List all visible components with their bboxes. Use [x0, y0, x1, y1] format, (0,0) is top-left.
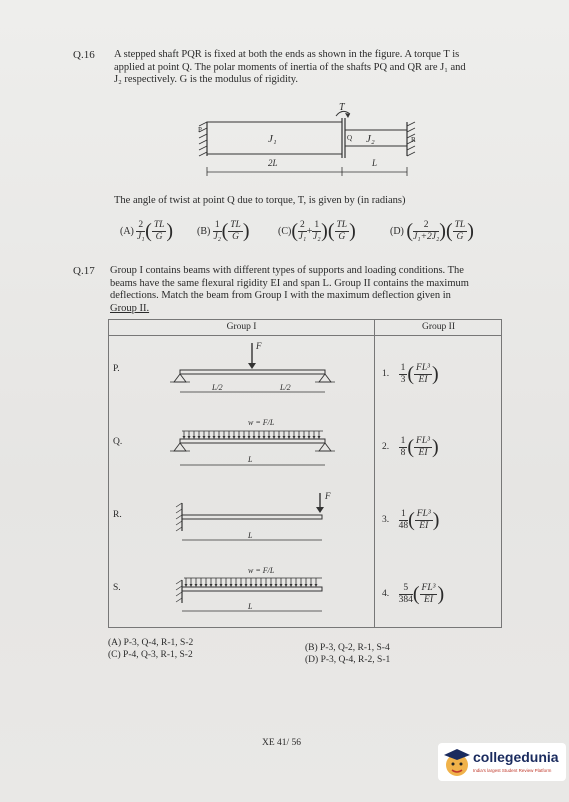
group-ii-header: Group II: [374, 320, 502, 336]
logo-tagline: India's largest Student Review Platform: [473, 768, 552, 773]
row-s-label: S.: [113, 583, 121, 593]
q16-prompt: The angle of twist at point Q due to torque, T, is given by (in radians): [114, 195, 406, 206]
deflection-number: 3.: [382, 515, 390, 525]
frac-den: 3: [400, 374, 406, 385]
deflection-number: 4.: [382, 589, 390, 599]
j2-label: J₂: [366, 133, 375, 145]
paren: ): [467, 220, 474, 242]
point-p-label: P: [198, 126, 202, 134]
paren: ): [349, 220, 356, 242]
frac-den: J₁: [298, 231, 307, 242]
frac-den: EI: [418, 374, 428, 385]
q17-line2: beams have the same flexural rigidity EI and span L. Group II contains the maximum: [110, 277, 469, 289]
row-r-label: R.: [113, 510, 122, 520]
paren: ): [166, 220, 174, 242]
frac-den: EI: [424, 594, 433, 605]
q16-line2: applied at point Q. The polar moments of inertia of the shafts PQ and QR are J₁ and: [114, 61, 466, 73]
q16-line3: J₂ respectively. G is the modulus of rigidity.: [114, 74, 298, 85]
plus-sign: +: [306, 225, 313, 237]
option-b-label: (B): [197, 225, 211, 237]
paren: ): [431, 363, 439, 385]
paren: ): [432, 509, 440, 531]
paren: (: [407, 363, 415, 385]
q17-option-c: (C) P-4, Q-3, R-1, S-2: [108, 650, 193, 660]
torque-label: T: [339, 102, 345, 113]
q16-option-a: [120, 218, 173, 244]
paren: (: [291, 220, 299, 242]
paren: ): [437, 583, 445, 605]
table-divider: [374, 335, 375, 627]
paren: ): [321, 220, 328, 242]
length-l-label: L: [372, 158, 378, 168]
option-d-label: (D): [390, 225, 404, 237]
frac-num: 1: [214, 219, 220, 230]
frac-den: 8: [400, 447, 406, 458]
frac-den: J₂: [313, 231, 321, 242]
frac-den: 48: [398, 520, 409, 531]
frac-num: TL: [454, 219, 466, 230]
q17-number: Q.17: [73, 265, 95, 277]
q16-option-c: [278, 218, 356, 244]
option-c-label: (C): [278, 225, 292, 237]
q17-option-a: (A) P-3, Q-4, R-1, S-2: [108, 638, 194, 648]
deflection-1: [382, 360, 439, 388]
collegedunia-logo[interactable]: [438, 743, 566, 781]
deflection-4: [382, 580, 444, 608]
stepped-shaft-figure: [190, 100, 430, 180]
frac-den: J₂: [213, 231, 221, 242]
beam-p-force-label: F: [256, 341, 262, 351]
frac-den: G: [155, 231, 163, 242]
deflection-number: 2.: [382, 442, 390, 452]
beam-r: [176, 491, 331, 540]
q16-option-d: [390, 218, 474, 244]
frac-num: FL³: [416, 362, 430, 373]
deflection-2: [382, 433, 439, 461]
paren: (: [327, 220, 335, 242]
option-a-label: (A): [120, 225, 134, 237]
frac-num: 2: [300, 219, 305, 230]
q17-option-d: (D) P-3, Q-4, R-2, S-1: [305, 655, 391, 665]
frac-den: EI: [419, 520, 429, 531]
frac-num: FL³: [421, 582, 436, 593]
beam-p-half-right: L/2: [280, 383, 291, 392]
paren: ): [439, 220, 446, 242]
beam-q-load-label: w = F/L: [248, 418, 275, 427]
paren: (: [221, 220, 229, 242]
q17-line4: Group II.: [110, 302, 150, 314]
frac-num: 2: [413, 220, 439, 232]
frac-num: TL: [336, 219, 348, 230]
frac-num: 5: [399, 583, 413, 595]
row-p-label: P.: [113, 364, 120, 374]
beam-s: [176, 566, 322, 611]
beam-p-half-left: L/2: [212, 383, 223, 392]
graduate-mascot-icon: [442, 746, 472, 778]
point-r-label: R: [411, 136, 416, 144]
beam-r-force-label: F: [325, 491, 331, 501]
deflection-number: 1.: [382, 369, 390, 379]
frac-num: 1: [400, 362, 406, 373]
paren: (: [407, 436, 415, 458]
frac-den: EI: [418, 447, 428, 458]
frac-num: TL: [230, 219, 241, 230]
q16-number: Q.16: [73, 49, 95, 61]
paren: (: [445, 220, 453, 242]
q16-text: [114, 49, 514, 87]
paren: ): [431, 436, 439, 458]
q16-line1: A stepped shaft PQR is fixed at both the ends as shown in the figure. A torque T is: [114, 49, 460, 60]
frac-den: 384: [398, 594, 413, 605]
beam-r-length: L: [248, 531, 253, 540]
q17-line1: Group I contains beams with different types of supports and loading conditions. The: [110, 265, 464, 276]
paren: ): [242, 220, 250, 242]
q17-option-b: (B) P-3, Q-2, R-1, S-4: [305, 643, 390, 653]
frac-den: G: [232, 231, 239, 242]
frac-num: TL: [153, 219, 165, 230]
paren: (: [412, 583, 420, 605]
deflection-3: [382, 506, 439, 534]
paren: (: [406, 220, 414, 242]
frac-num: 1: [314, 219, 320, 230]
point-q-label: Q: [347, 134, 353, 142]
row-q-label: Q.: [113, 437, 123, 447]
frac-num: 2: [138, 219, 144, 230]
q17-text: [110, 265, 510, 315]
q17-line3: deflections. Match the beam from Group I with the maximum deflection given in: [110, 290, 451, 301]
page-footer: XE 41/ 56: [262, 738, 302, 748]
frac-num: 1: [400, 435, 406, 446]
frac-num: 1: [399, 509, 409, 521]
frac-num: FL³: [416, 435, 430, 446]
beam-figures: [160, 335, 370, 625]
j1-label: J₁: [268, 133, 277, 145]
frac-num: FL³: [416, 508, 431, 519]
frac-den: J₁+2J₂: [413, 231, 440, 242]
q16-option-b: [197, 218, 250, 244]
length-2l-label: 2L: [268, 158, 278, 168]
frac-den: G: [456, 231, 464, 242]
beam-s-length: L: [248, 602, 253, 611]
paren: (: [408, 509, 415, 531]
paren: (: [145, 220, 152, 242]
logo-name: collegedunia: [473, 749, 559, 765]
frac-den: G: [338, 231, 346, 242]
frac-den: J₁: [137, 231, 145, 242]
beam-s-load-label: w = F/L: [248, 566, 275, 575]
group-i-header: Group I: [109, 320, 374, 336]
beam-q: [170, 418, 335, 465]
beam-p: [170, 341, 335, 392]
beam-q-length: L: [248, 455, 253, 464]
